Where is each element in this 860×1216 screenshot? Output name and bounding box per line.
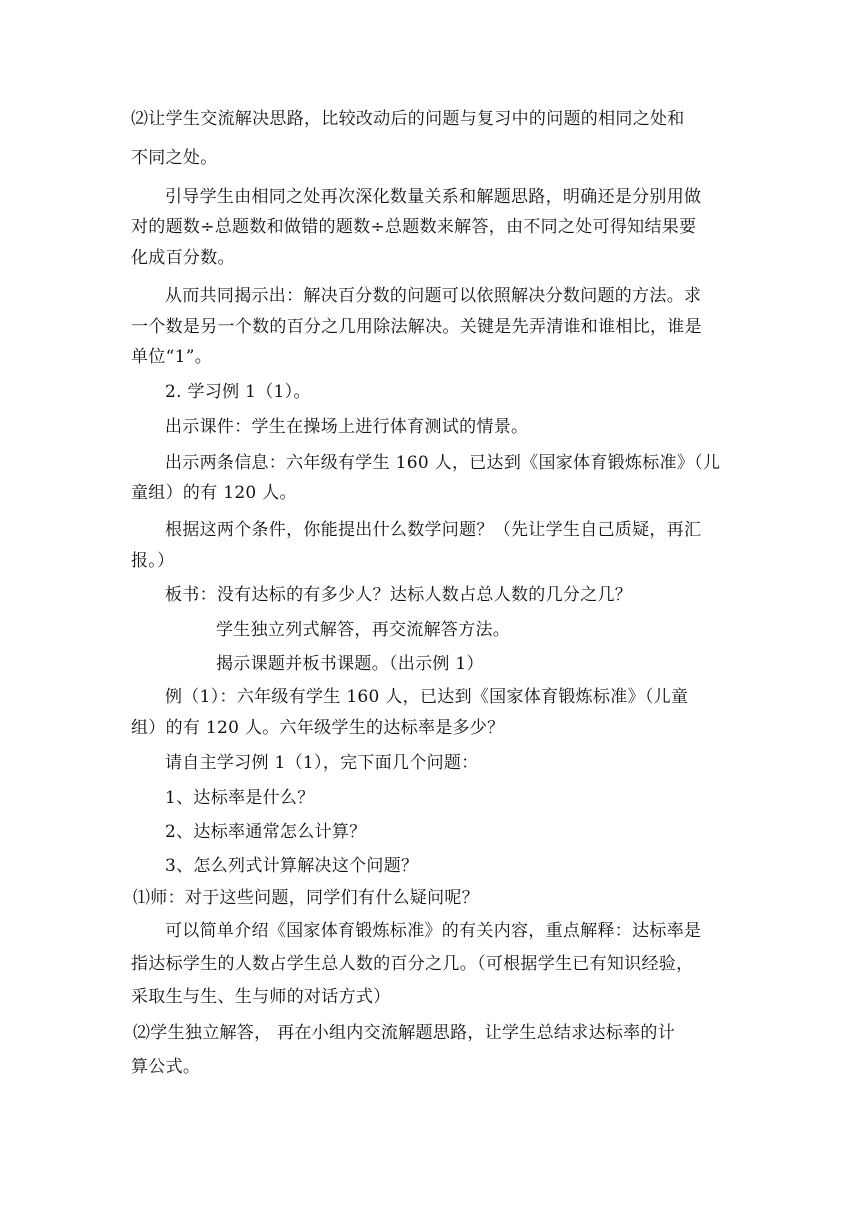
paragraph-line: 采取生与生、生与师的对话方式） — [131, 987, 391, 1007]
paragraph-line: 例（1）：六年级有学生 160 人，已达到《国家体育锻炼标准》（儿童 — [165, 687, 689, 707]
paragraph-line: ⑵让学生交流解决思路，比较改动后的问题与复习中的问题的相同之处和 — [131, 109, 685, 129]
paragraph-line: 组）的有 120 人。六年级学生的达标率是多少？ — [131, 718, 505, 738]
paragraph-line: 指达标学生的人数占学生总人数的百分之几。（可根据学生已有知识经验， — [131, 954, 694, 974]
paragraph-line: 根据这两个条件，你能提出什么数学问题？（先让学生自己质疑，再汇 — [165, 520, 702, 540]
paragraph-line: 不同之处。 — [131, 148, 218, 168]
paragraph-line: 引导学生由相同之处再次深化数量关系和解题思路，明确还是分别用做 — [165, 187, 702, 207]
paragraph-line: 1、达标率是什么？ — [165, 788, 315, 808]
paragraph-line: 学生独立列式解答，再交流解答方法。 — [216, 620, 511, 640]
paragraph-line: 2、达标率通常怎么计算？ — [165, 822, 367, 842]
paragraph-line: 对的题数÷总题数和做错的题数÷总题数来解答，由不同之处可得知结果要 — [131, 217, 697, 237]
paragraph-line: 3、怎么列式计算解决这个问题？ — [165, 856, 419, 876]
paragraph-line: 请自主学习例 1（1），完下面几个问题： — [165, 753, 479, 773]
paragraph-line: 单位“1”。 — [131, 347, 212, 367]
paragraph-line: 一个数是另一个数的百分之几用除法解决。关键是先弄清谁和谁相比，谁是 — [131, 317, 702, 337]
paragraph-line: 2. 学习例 1（1）。 — [165, 382, 311, 402]
paragraph-line: 算公式。 — [131, 1057, 201, 1077]
paragraph-line: ⑵学生独立解答， 再在小组内交流解题思路，让学生总结求达标率的计 — [133, 1023, 676, 1043]
paragraph-line: 报。） — [131, 551, 175, 571]
paragraph-line: ⑴师：对于这些问题，同学们有什么疑问呢？ — [133, 888, 479, 908]
paragraph-line: 出示课件：学生在操场上进行体育测试的情景。 — [165, 417, 529, 437]
paragraph-line: 揭示课题并板书课题。（出示例 1） — [216, 654, 484, 674]
paragraph-line: 出示两条信息：六年级有学生 160 人，已达到《国家体育锻炼标准》（儿 — [165, 453, 721, 473]
paragraph-line: 板书：没有达标的有多少人？达标人数占总人数的几分之几？ — [165, 585, 633, 605]
paragraph-line: 从而共同揭示出：解决百分数的问题可以依照解决分数问题的方法。求 — [165, 286, 702, 306]
paragraph-line: 化成百分数。 — [131, 248, 235, 268]
paragraph-line: 可以简单介绍《国家体育锻炼标准》的有关内容，重点解释：达标率是 — [165, 921, 702, 941]
paragraph-line: 童组）的有 120 人。 — [131, 483, 297, 503]
